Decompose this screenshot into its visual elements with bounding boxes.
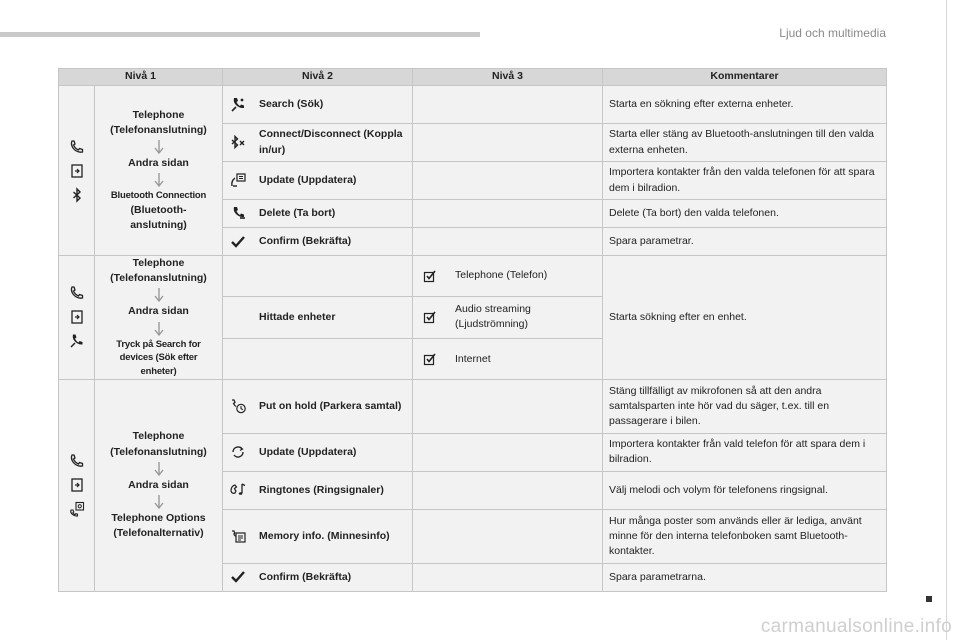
column-header-level3: Nivå 3 [413,69,603,86]
level3-cell [413,162,603,200]
menu-item-label: Confirm (Bekräfta) [259,570,352,583]
comment-cell: Spara parametrarna. [603,563,887,591]
menu-item-label: Put on hold (Parkera samtal) [259,399,402,412]
comment-cell: Importera kontakter från den valda telefonen för att spara dem i bilradion. [603,162,887,200]
level3-cell [413,563,603,591]
level3-cell [413,124,603,162]
search-device-icon [69,333,85,349]
search-device-icon [229,96,247,114]
level3-cell [413,471,603,509]
level1-cell: Telephone (Telefonanslutning) Andra sidan Tryck på Search for devices (Sök efter enheter) [95,256,223,380]
column-header-level1: Nivå 1 [59,69,223,86]
option-label: Internet [455,352,491,365]
phone-menu-table [58,68,887,592]
memory-icon [229,527,247,545]
level1-icon-cell [59,256,95,380]
level2-cell [223,162,413,200]
level2-cell [223,379,413,433]
menu-item-label: Connect/Disconnect (Koppla in/ur) [259,128,403,156]
level2-cell [223,228,413,256]
menu-item-label: Update (Uppdatera) [259,445,357,458]
table-row [59,256,887,297]
level2-cell [223,433,413,471]
table-row [59,379,887,433]
column-header-level2: Nivå 2 [223,69,413,86]
comment-cell: Hur många poster som används eller är lediga, använt minne för den interna telefonboken samt Bluetooth-kontakter. [603,509,887,563]
arrow-down-icon [152,287,166,303]
page-end-marker [926,596,932,602]
arrow-down-icon [152,139,166,155]
option-label: Audio streaming (Ljudströmning) [455,303,531,331]
comment-cell: Stäng tillfälligt av mikrofonen så att den andra samtalsparten inte hör vad du säger, t.ex. till en passagerare i bilen. [603,379,887,433]
level1-cell: Telephone (Telefonanslutning) Andra sidan Bluetooth Connection (Bluetooth- anslutning) [95,86,223,256]
level2-cell [223,563,413,591]
column-header-comments: Kommentarer [603,69,887,86]
level2-cell [223,200,413,228]
level3-cell [413,256,603,297]
menu-item-label: Ringtones (Ringsignaler) [259,483,384,496]
menu-item-label: Hittade enheter [259,310,336,323]
table-row [59,86,887,124]
arrow-down-icon [152,321,166,337]
level3-cell [413,296,603,339]
menu-item-label: Search (Sök) [259,97,324,110]
level3-cell [413,339,603,380]
level3-cell [413,379,603,433]
comment-cell: Importera kontakter från vald telefon för att spara dem i bilradion. [603,433,887,471]
level2-cell [223,124,413,162]
level1-icon-cell [59,86,95,256]
checkmark-icon [229,233,247,251]
level2-cell-empty [223,339,413,380]
bluetooth-icon [69,187,85,203]
level2-cell [223,509,413,563]
comment-cell: Starta en sökning efter externa enheter. [603,86,887,124]
page-icon [69,163,85,179]
menu-item-label: Memory info. (Minnesinfo) [259,529,390,542]
menu-item-label: Update (Uppdatera) [259,173,357,186]
page-icon [69,477,85,493]
comment-cell: Spara parametrar. [603,228,887,256]
watermark: carmanualsonline.info [760,616,952,637]
level3-cell [413,228,603,256]
arrow-down-icon [152,172,166,188]
level1-cell: Telephone (Telefonanslutning) Andra sidan Telephone Options (Telefonalternativ) [95,379,223,591]
arrow-down-icon [152,494,166,510]
level2-cell [223,86,413,124]
checkbox-icon [423,310,437,324]
menu-item-label: Confirm (Bekräfta) [259,234,352,247]
level2-cell-empty [223,256,413,297]
option-label: Telephone (Telefon) [455,269,548,282]
update-contacts-icon [229,172,247,190]
phone-options-icon [69,501,85,517]
table-header-row [59,69,887,86]
level2-cell [223,471,413,509]
hold-call-icon [229,397,247,415]
checkbox-icon [423,352,437,366]
section-title: Ljud och multimedia [779,26,886,40]
page-icon [69,309,85,325]
ringtone-icon [229,481,247,499]
menu-item-label: Delete (Ta bort) [259,206,336,219]
phone-icon [69,139,85,155]
refresh-icon [229,443,247,461]
checkbox-icon [423,269,437,283]
bluetooth-disconnect-icon [229,134,247,152]
comment-cell: Välj melodi och volym för telefonens ringsignal. [603,471,887,509]
level3-cell [413,433,603,471]
level3-cell [413,200,603,228]
phone-icon [69,453,85,469]
comment-cell: Starta eller stäng av Bluetooth-anslutningen till den valda externa enheten. [603,124,887,162]
side-divider [946,0,947,640]
arrow-down-icon [152,461,166,477]
header-bar [0,32,480,37]
delete-device-icon [229,205,247,223]
level3-cell [413,86,603,124]
level2-cell [223,296,413,339]
checkmark-icon [229,568,247,586]
level3-cell [413,509,603,563]
phone-icon [69,285,85,301]
comment-cell: Delete (Ta bort) den valda telefonen. [603,200,887,228]
comment-cell: Starta sökning efter en enhet. [603,256,887,380]
level1-icon-cell [59,379,95,591]
